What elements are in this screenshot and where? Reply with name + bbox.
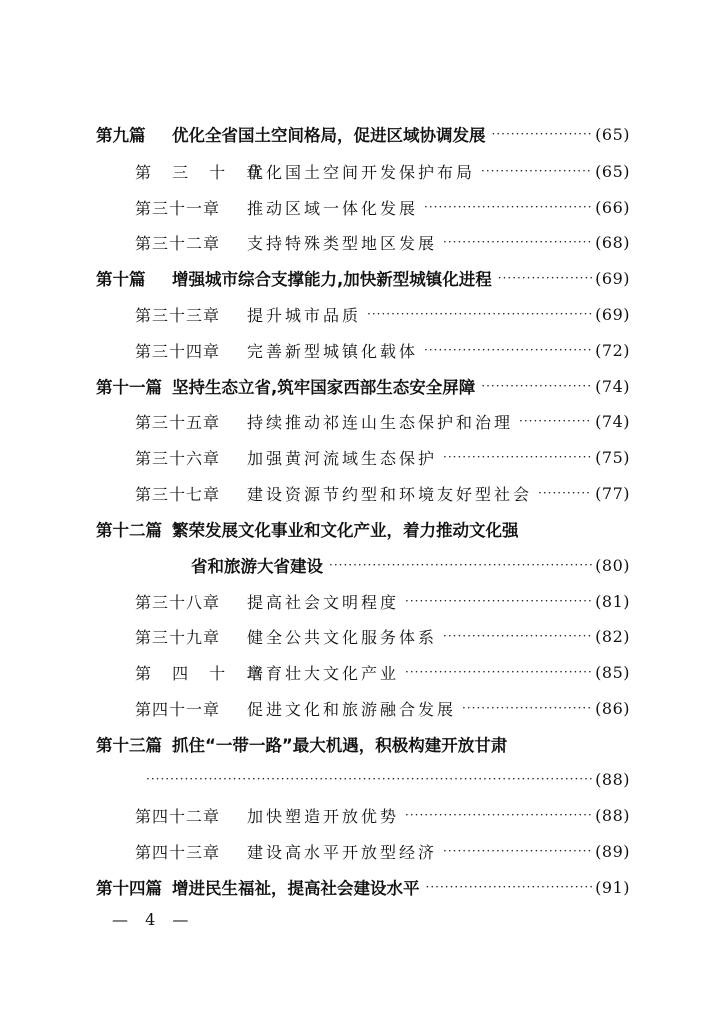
toc-chapter-41[interactable] bbox=[135, 695, 630, 721]
dot-leader bbox=[329, 552, 592, 578]
chapter-label: 第三十五章 bbox=[135, 412, 221, 432]
part-title: 抓住“一带一路”最大机遇，积极构建开放甘肃 bbox=[172, 736, 508, 755]
chapter-title: 培育壮大文化产业 bbox=[247, 663, 400, 683]
chapter-title: 促进文化和旅游融合发展 bbox=[247, 699, 457, 719]
chapter-label: 第四十一章 bbox=[135, 699, 221, 719]
chapter-title: 优化国土空间开发保护布局 bbox=[247, 162, 476, 182]
toc-chapter-31[interactable] bbox=[135, 194, 630, 220]
dot-leader bbox=[538, 480, 592, 506]
dot-leader bbox=[426, 874, 593, 900]
part-title: 增强城市综合支撑能力,加快新型城镇化进程 bbox=[172, 270, 492, 289]
toc-part-14[interactable] bbox=[96, 874, 630, 900]
toc-chapter-34[interactable] bbox=[135, 337, 630, 363]
chapter-label: 第四十二章 bbox=[135, 806, 221, 826]
chapter-title: 建设高水平开放型经济 bbox=[247, 842, 438, 862]
chapter-label: 第三十一章 bbox=[135, 198, 221, 218]
part-title: 坚持生态立省,筑牢国家西部生态安全屏障 bbox=[172, 378, 476, 397]
part-title: 繁荣发展文化事业和文化产业，着力推动文化强 bbox=[172, 521, 519, 540]
page-number: (80) bbox=[595, 555, 630, 575]
toc-part-12-cont[interactable] bbox=[191, 552, 630, 578]
page-number: (91) bbox=[595, 877, 630, 897]
chapter-title: 加强黄河流域生态保护 bbox=[247, 448, 438, 468]
dot-leader bbox=[367, 301, 592, 327]
dot-leader bbox=[481, 373, 592, 399]
chapter-title: 健全公共文化服务体系 bbox=[247, 627, 438, 647]
page-number: (69) bbox=[595, 304, 630, 324]
dot-leader bbox=[146, 766, 592, 792]
dot-leader bbox=[462, 695, 592, 721]
dot-leader bbox=[405, 802, 592, 828]
page-number: (66) bbox=[595, 197, 630, 217]
toc-chapter-33[interactable] bbox=[135, 301, 630, 327]
toc-part-10[interactable] bbox=[96, 265, 630, 291]
part-title: 优化全省国土空间格局，促进区域协调发展 bbox=[172, 126, 486, 145]
chapter-title: 完善新型城镇化载体 bbox=[247, 341, 419, 361]
part-title-continued: 省和旅游大省建设 bbox=[191, 557, 323, 576]
dot-leader bbox=[481, 158, 592, 184]
part-label: 第十二篇 bbox=[96, 521, 162, 540]
page-number: (72) bbox=[595, 340, 630, 360]
dot-leader bbox=[443, 444, 592, 470]
toc-chapter-43[interactable] bbox=[135, 838, 630, 864]
chapter-label: 第三十四章 bbox=[135, 341, 221, 361]
page-number: (77) bbox=[595, 483, 630, 503]
toc-part-9[interactable] bbox=[96, 121, 630, 147]
page-number: (88) bbox=[595, 805, 630, 825]
dot-leader bbox=[443, 623, 592, 649]
chapter-label: 第四十三章 bbox=[135, 842, 221, 862]
chapter-title: 支持特殊类型地区发展 bbox=[247, 233, 438, 253]
toc-part-13-cont[interactable] bbox=[140, 766, 630, 792]
dot-leader bbox=[492, 121, 593, 147]
part-label: 第九篇 bbox=[96, 126, 146, 145]
footer-page-number: — 4 — bbox=[112, 910, 195, 929]
page-number: (85) bbox=[595, 662, 630, 682]
page-number: (88) bbox=[595, 769, 630, 789]
dot-leader bbox=[443, 838, 592, 864]
page-number: (82) bbox=[595, 626, 630, 646]
chapter-label: 第三十八章 bbox=[135, 592, 221, 612]
chapter-label: 第三十二章 bbox=[135, 233, 221, 253]
toc-chapter-30[interactable] bbox=[135, 158, 630, 184]
chapter-label: 第三十九章 bbox=[135, 627, 221, 647]
dot-leader bbox=[424, 337, 592, 363]
page-number: (74) bbox=[595, 411, 630, 431]
part-label: 第十四篇 bbox=[96, 879, 162, 898]
toc-chapter-42[interactable] bbox=[135, 802, 630, 828]
page-number: (69) bbox=[595, 268, 630, 288]
chapter-title: 提高社会文明程度 bbox=[247, 592, 400, 612]
chapter-title: 持续推动祁连山生态保护和治理 bbox=[247, 412, 514, 432]
page-number: (74) bbox=[595, 376, 630, 396]
part-label: 第十三篇 bbox=[96, 736, 162, 755]
toc-part-13[interactable] bbox=[96, 731, 630, 757]
dot-leader bbox=[443, 229, 592, 255]
toc-chapter-38[interactable] bbox=[135, 588, 630, 614]
toc-part-11[interactable] bbox=[96, 373, 630, 399]
chapter-label: 第三十七章 bbox=[135, 484, 221, 504]
page-number: (86) bbox=[595, 698, 630, 718]
toc-chapter-32[interactable] bbox=[135, 229, 630, 255]
dot-leader bbox=[405, 659, 592, 685]
toc-part-12[interactable] bbox=[96, 516, 630, 542]
toc-chapter-36[interactable] bbox=[135, 444, 630, 470]
dot-leader bbox=[405, 588, 592, 614]
toc-chapter-37[interactable] bbox=[135, 480, 630, 506]
page-number: (68) bbox=[595, 232, 630, 252]
toc-chapter-35[interactable] bbox=[135, 408, 630, 434]
chapter-label: 第三十三章 bbox=[135, 305, 221, 325]
part-label: 第十篇 bbox=[96, 270, 146, 289]
page-number: (81) bbox=[595, 591, 630, 611]
chapter-title: 推动区域一体化发展 bbox=[247, 198, 419, 218]
page-number: (89) bbox=[595, 841, 630, 861]
toc-chapter-40[interactable] bbox=[135, 659, 630, 685]
part-label: 第十一篇 bbox=[96, 378, 162, 397]
chapter-label: 第 三 十 章 bbox=[135, 162, 271, 182]
chapter-label: 第 四 十 章 bbox=[135, 663, 271, 683]
chapter-title: 加快塑造开放优势 bbox=[247, 806, 400, 826]
dot-leader bbox=[424, 194, 592, 220]
chapter-label: 第三十六章 bbox=[135, 448, 221, 468]
page-number: (65) bbox=[595, 124, 630, 144]
chapter-title: 提升城市品质 bbox=[247, 305, 362, 325]
chapter-title: 建设资源节约型和环境友好型社会 bbox=[247, 484, 533, 504]
page-number: (65) bbox=[595, 161, 630, 181]
toc-chapter-39[interactable] bbox=[135, 623, 630, 649]
part-title: 增进民生福祉，提高社会建设水平 bbox=[172, 879, 420, 898]
page-number: (75) bbox=[595, 447, 630, 467]
dot-leader bbox=[519, 408, 592, 434]
dot-leader bbox=[498, 265, 592, 291]
